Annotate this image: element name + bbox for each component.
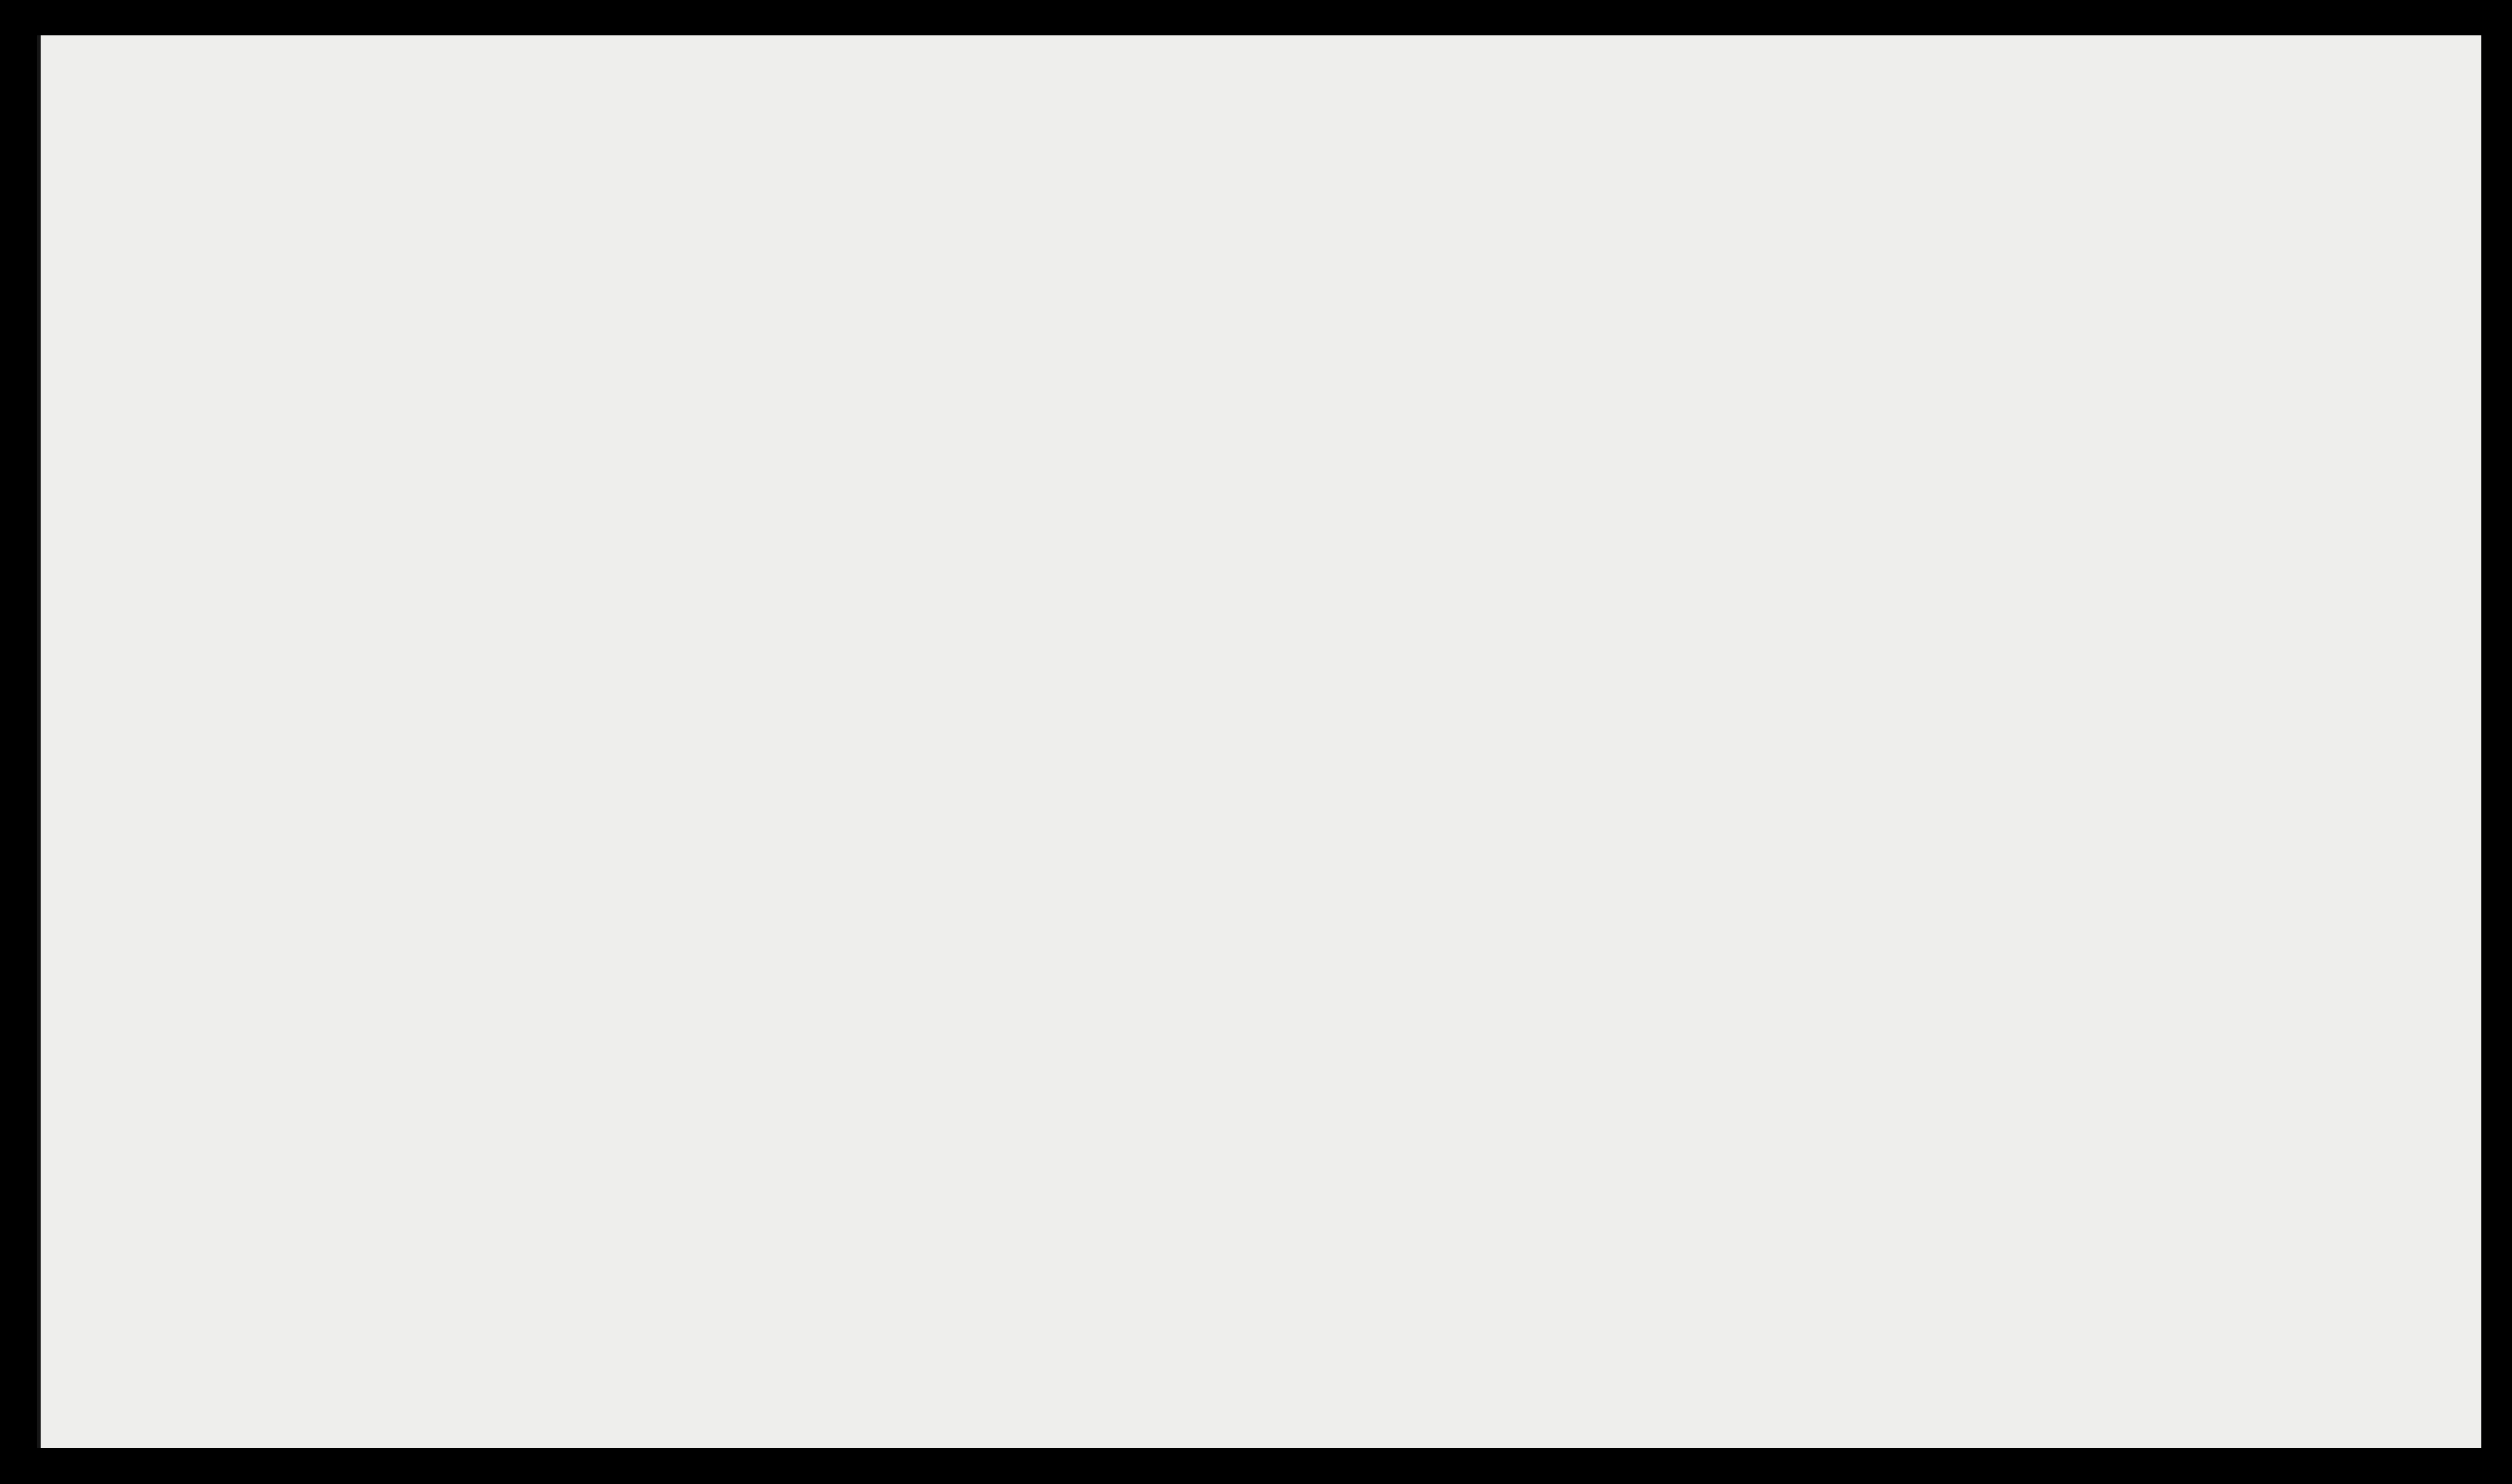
census-card-sheet [37, 35, 2481, 1448]
